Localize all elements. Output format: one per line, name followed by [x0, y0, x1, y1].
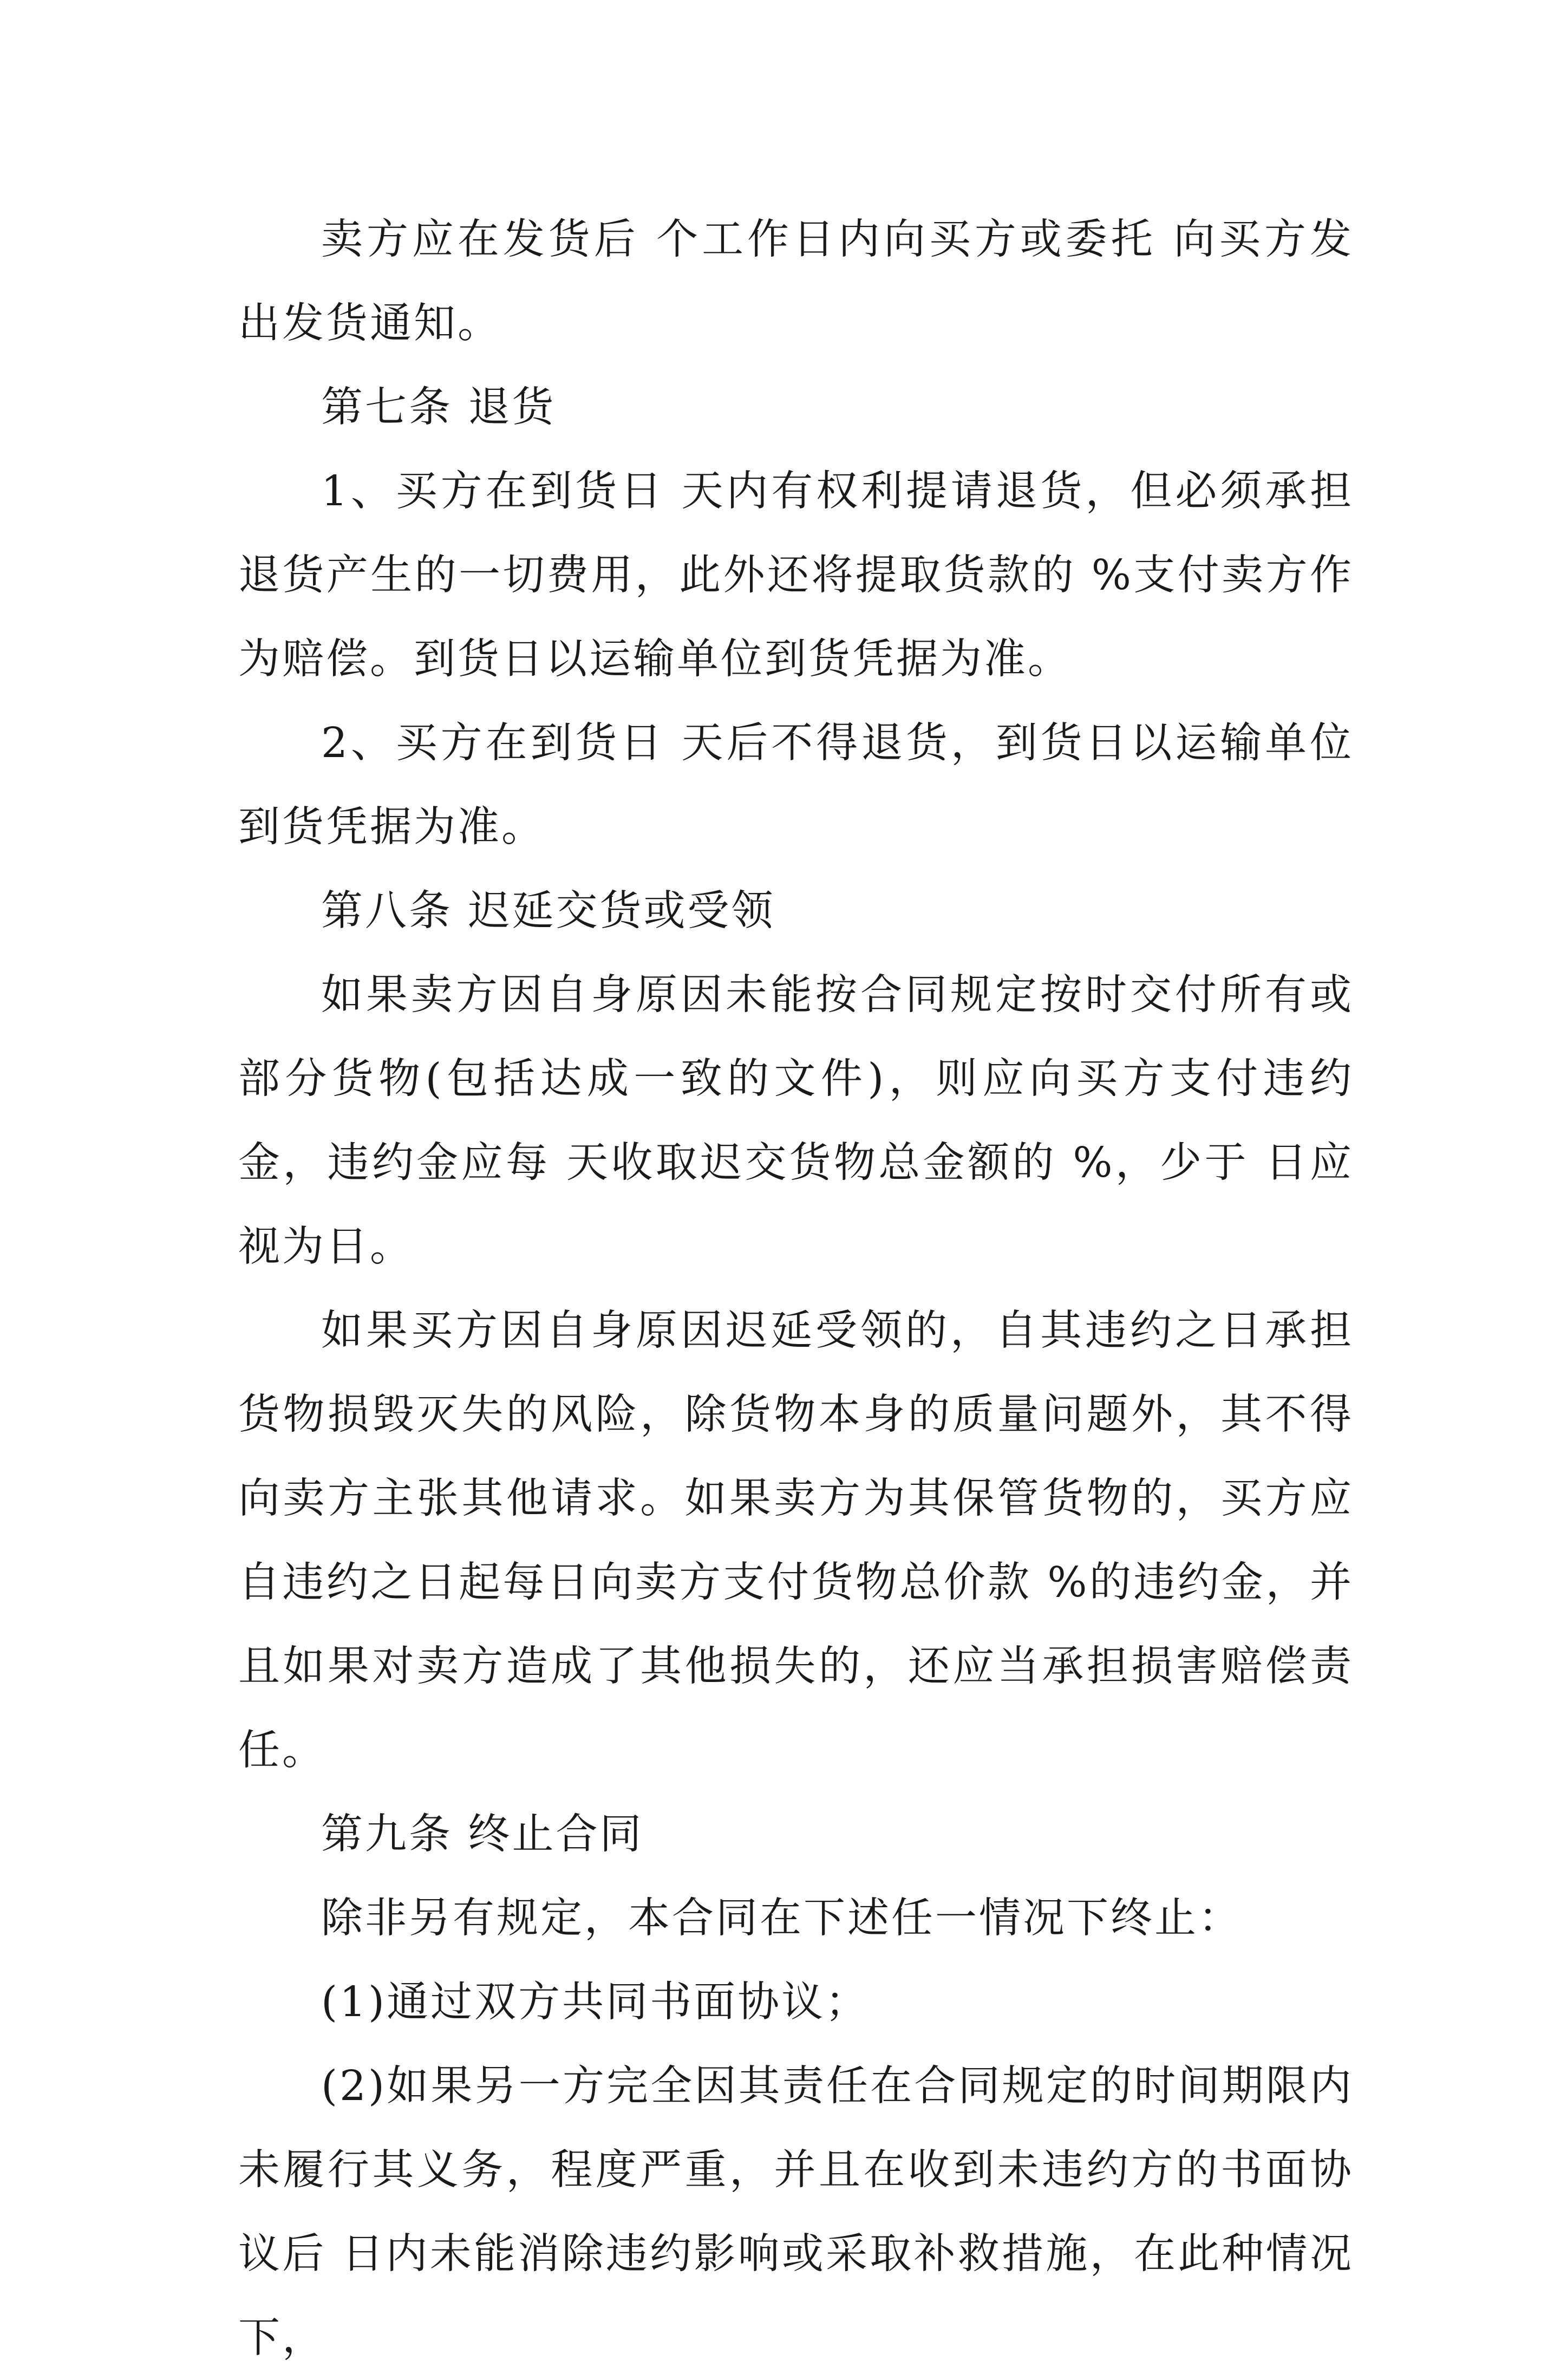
- article-8-heading: 第八条 迟延交货或受领: [321, 887, 775, 935]
- paragraph-shipping-notice: 卖方应在发货后 个工作日内向买方或委托 向买方发出发货通知。: [238, 216, 1354, 348]
- paragraph-return-clause-2: 2、买方在到货日 天后不得退货，到货日以运输单位到货凭据为准。: [238, 719, 1354, 851]
- paragraph-return-clause-1: 1、买方在到货日 天内有权利提请退货，但必须承担退货产生的一切费用，此外还将提取货款的 %支付卖方作为赔偿。到货日以运输单位到货凭据为准。: [238, 467, 1354, 683]
- paragraph-buyer-delay: 如果买方因自身原因迟延受领的，自其违约之日承担货物损毁灭失的风险，除货物本身的质量问题外，其不得向卖方主张其他请求。如果卖方为其保管货物的，买方应自违约之日起每日向卖方支付货物总价款 %的违约金，并且如果对卖方造成了其他损失的，还应当承担损害赔偿责任。: [238, 1307, 1354, 1775]
- article-9-heading: 第九条 终止合同: [321, 1810, 644, 1859]
- paragraph-termination-item-2: (2)如果另一方完全因其责任在合同规定的时间期限内未履行其义务，程度严重，并且在收到未违约方的书面协议后 日内未能消除违约影响或采取补救措施，在此种情况下，: [238, 2062, 1354, 2362]
- article-7-heading: 第七条 退货: [321, 383, 556, 432]
- paragraph-termination-intro: 除非另有规定，本合同在下述任一情况下终止：: [321, 1894, 1242, 1942]
- paragraph-termination-item-1: (1)通过双方共同书面协议；: [321, 1978, 870, 2026]
- document-body: [238, 198, 1354, 2380]
- paragraph-seller-delay: 如果卖方因自身原因未能按合同规定按时交付所有或部分货物(包括达成一致的文件)，则应向买方支付违约金，违约金应每 天收取迟交货物总金额的 %，少于 日应视为日。: [238, 971, 1354, 1271]
